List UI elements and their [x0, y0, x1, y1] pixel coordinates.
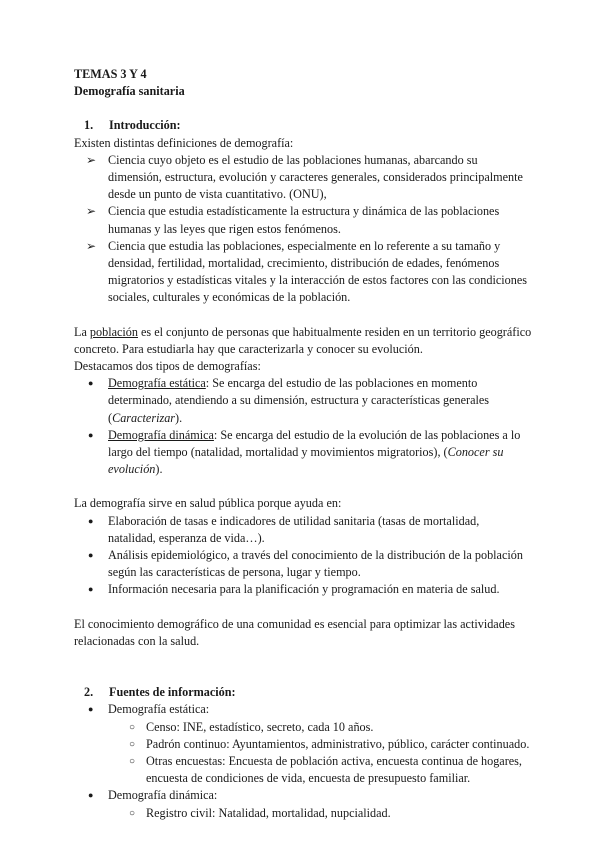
- definition-line: Ciencia que estudia las poblaciones, especialmente en lo referente a su tamaño y: [108, 238, 501, 253]
- definition-line: desde un punto de vista cuantitativo. (ONU),: [108, 187, 327, 202]
- arrow-icon: ➢: [86, 204, 97, 219]
- static-source-line: encuesta de condiciones de vida, encuesta de presupuesto familiar.: [146, 771, 471, 786]
- bullet-icon: ●: [88, 584, 94, 595]
- dynamic-demography-text: : Se encarga del estudio de la evolución de las poblaciones a lo: [213, 427, 521, 442]
- dynamic-sources-list: [74, 805, 534, 822]
- static-sources-label: Demografía estática:: [108, 702, 210, 717]
- public-health-list: [74, 513, 534, 599]
- dynamic-demography-term: Demografía dinámica: [108, 427, 214, 442]
- conclusion-line-2: relacionadas con la salud.: [74, 633, 200, 648]
- public-health-line: Información necesaria para la planificación y programación en materia de salud.: [108, 582, 500, 597]
- section-1-title: Introducción:: [109, 118, 181, 133]
- definition-line: humanas y las leyes que rigen estos fenómenos.: [108, 221, 341, 236]
- document-subtitle: Demografía sanitaria: [74, 84, 185, 99]
- public-health-line: Elaboración de tasas e indicadores de utilidad sanitaria (tasas de mortalidad,: [108, 513, 480, 528]
- static-source-item: [74, 719, 534, 736]
- bullet-icon: ●: [88, 429, 94, 440]
- list-item-dynamic-sources: [74, 787, 534, 804]
- arrow-icon: ➢: [86, 238, 97, 253]
- circle-bullet-icon: ○: [129, 755, 136, 767]
- dynamic-demography-italic: Conocer su: [447, 445, 504, 460]
- dynamic-sources-label: Demografía dinámica:: [108, 788, 218, 803]
- list-item-static-demography: [74, 375, 534, 427]
- static-source-line: Padrón continuo: Ayuntamientos, administrativo, público, carácter continuado.: [146, 736, 530, 751]
- definition-line: Ciencia que estudia estadísticamente la estructura y dinámica de las poblaciones: [108, 204, 500, 219]
- conclusion-line-1: El conocimiento demográfico de una comunidad es esencial para optimizar las actividades: [74, 616, 515, 631]
- public-health-item: [74, 581, 534, 598]
- section-1-heading: [74, 117, 534, 134]
- list-item-static-sources: [74, 701, 534, 718]
- definition-item: [74, 238, 534, 307]
- public-health-intro: La demografía sirve en salud pública porque ayuda en:: [74, 496, 342, 511]
- paren-open: (: [108, 410, 113, 425]
- static-demography-italic: Caracterizar: [112, 410, 176, 425]
- definition-line: dimensión, estructura, evolución y caracteres generales, considerados principalmente: [108, 170, 523, 185]
- definition-line: densidad, fertilidad, mortalidad, crecimiento, distribución de edades, fenómenos: [108, 256, 500, 271]
- bullet-icon: ●: [88, 378, 94, 389]
- section-2-heading: [74, 684, 534, 701]
- arrow-icon: ➢: [86, 152, 97, 167]
- section-2-number: 2.: [84, 685, 94, 700]
- public-health-line: Análisis epidemiológico, a través del conocimiento de la distribución de la población: [108, 548, 523, 563]
- static-sources-list: [74, 719, 534, 788]
- dynamic-source-line: Registro civil: Natalidad, mortalidad, nupcialidad.: [146, 805, 391, 820]
- poblacion-lead: La: [74, 324, 87, 339]
- definition-item: [74, 152, 534, 204]
- poblacion-term: población: [89, 324, 138, 339]
- definition-line: migratorios y estadísticas vitales y la interacción de estos factores con las condiciones: [108, 273, 527, 288]
- poblacion-text: es el conjunto de personas que habitualmente residen en un territorio geográfico: [137, 324, 532, 339]
- definition-item: [74, 203, 534, 237]
- definitions-intro: Existen distintas definiciones de demografía:: [74, 135, 294, 150]
- poblacion-paragraph-line-1: [74, 324, 534, 341]
- public-health-line: natalidad, esperanza de vida…).: [108, 530, 265, 545]
- static-source-item: [74, 753, 534, 787]
- static-demography-text-2: determinado, atendiendo a su dimensión, estructura y características generales: [108, 393, 490, 408]
- public-health-item: [74, 513, 534, 547]
- poblacion-paragraph-line-2: concreto. Para estudiarla hay que caracterizarla y conocer su evolución.: [74, 341, 423, 356]
- dynamic-demography-text-2: largo del tiempo (natalidad, mortalidad y movimientos migratorios), (: [108, 445, 448, 460]
- static-source-item: [74, 736, 534, 753]
- types-intro: Destacamos dos tipos de demografías:: [74, 359, 261, 374]
- paren-close: ).: [155, 462, 163, 477]
- definitions-list: [74, 152, 534, 307]
- dynamic-demography-italic-2: evolución: [108, 462, 156, 477]
- section-1-number: 1.: [84, 118, 94, 133]
- document-page: [74, 66, 534, 822]
- definition-line: Ciencia cuyo objeto es el estudio de las poblaciones humanas, abarcando su: [108, 152, 478, 167]
- bullet-icon: ●: [88, 550, 94, 561]
- section-2-title: Fuentes de información:: [109, 685, 236, 700]
- list-item-dynamic-demography: [74, 427, 534, 479]
- static-source-line: Censo: INE, estadístico, secreto, cada 10 años.: [146, 719, 374, 734]
- public-health-line: según las características de persona, lugar y tiempo.: [108, 565, 361, 580]
- dynamic-source-item: [74, 805, 534, 822]
- bullet-icon: ●: [88, 790, 94, 801]
- circle-bullet-icon: ○: [129, 721, 136, 733]
- static-source-line: Otras encuestas: Encuesta de población activa, encuesta continua de hogares,: [146, 753, 522, 768]
- definition-line: sociales, culturales y económicas de la población.: [108, 290, 351, 305]
- document-title: TEMAS 3 Y 4: [74, 67, 147, 81]
- circle-bullet-icon: ○: [129, 807, 136, 819]
- bullet-icon: ●: [88, 515, 94, 526]
- paren-close: ).: [175, 410, 183, 425]
- static-demography-text: : Se encarga del estudio de las poblaciones en momento: [205, 376, 478, 391]
- public-health-item: [74, 547, 534, 581]
- bullet-icon: ●: [88, 704, 94, 715]
- circle-bullet-icon: ○: [129, 738, 136, 750]
- static-demography-term: Demografía estática: [108, 376, 206, 391]
